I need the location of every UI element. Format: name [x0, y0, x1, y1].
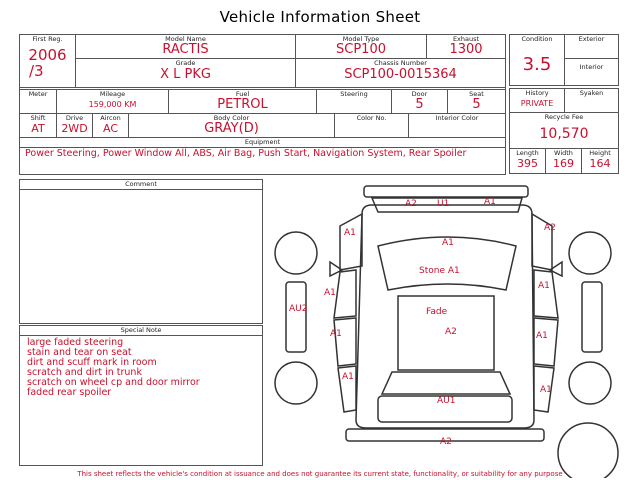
damage-mark: A2	[440, 437, 452, 447]
left-front-wheel	[275, 232, 317, 274]
special-note-header	[20, 326, 262, 336]
model-type-value: SCP100	[336, 42, 386, 57]
height-cell	[582, 149, 618, 173]
equipment-value: Power Steering, Power Window All, ABS, Air Bag, Push Start, Navigation System, Rear Spoiler	[25, 148, 467, 159]
left-side-skirt	[286, 282, 306, 352]
body-color-label: Body Color	[213, 114, 250, 122]
model-name-label: Model Name	[165, 35, 206, 43]
color-no-cell	[335, 114, 409, 138]
damage-mark: AU2	[289, 304, 308, 314]
special-note-label: Special Note	[120, 326, 162, 334]
exterior-cell	[565, 35, 618, 59]
damage-mark: A2	[445, 327, 457, 337]
model-type-cell	[296, 35, 427, 59]
list-item: stain and tear on seat	[27, 347, 132, 358]
door-label: Door	[411, 90, 428, 98]
aircon-label: Aircon	[100, 114, 121, 122]
left-front-fender	[340, 214, 362, 270]
sheet-title: Vehicle Information Sheet	[219, 8, 421, 26]
width-cell	[546, 149, 582, 173]
damage-mark: A2	[544, 223, 556, 233]
special-note-list	[27, 338, 200, 398]
recycle-fee-cell	[510, 113, 618, 149]
length-label: Length	[516, 149, 539, 157]
body-color-value: GRAY(D)	[204, 121, 259, 136]
interior-color-cell	[409, 114, 505, 138]
history-box	[509, 88, 619, 174]
list-item: dirt and scuff mark in room	[27, 357, 157, 368]
damage-mark: Stone A1	[419, 266, 460, 276]
damage-mark: A1	[324, 288, 336, 298]
vehicle-info-box	[19, 34, 506, 175]
right-rear-door	[534, 318, 558, 366]
shift-cell	[20, 114, 57, 138]
syaken-cell	[565, 89, 618, 113]
condition-label: Condition	[521, 35, 553, 43]
damage-mark: A1	[484, 197, 496, 207]
damage-mark: A2	[405, 199, 417, 209]
grade-value: X L PKG	[160, 67, 211, 82]
height-label: Height	[589, 149, 611, 157]
rear-window	[382, 372, 510, 394]
steering-label: Steering	[340, 90, 368, 98]
equipment-header-cell	[20, 138, 505, 148]
chassis-cell	[296, 59, 505, 88]
condition-value: 3.5	[522, 54, 552, 75]
meter-label: Meter	[28, 90, 48, 98]
damage-mark: A1	[330, 329, 342, 339]
exhaust-value: 1300	[449, 42, 483, 57]
special-note-box	[19, 325, 263, 466]
condition-cell	[510, 35, 565, 85]
model-name-cell	[76, 35, 296, 59]
history-value: PRIVATE	[520, 99, 554, 108]
right-side-skirt	[582, 282, 602, 352]
first-reg-label: First Reg.	[32, 35, 63, 43]
right-rear-wheel	[569, 362, 611, 404]
interior-cell	[565, 59, 618, 85]
damage-mark: AU1	[437, 396, 456, 406]
list-item: scratch on wheel cp and door mirror	[27, 377, 200, 388]
aircon-value: AC	[102, 122, 118, 135]
exhaust-cell	[427, 35, 505, 59]
front-bumper	[364, 186, 528, 197]
list-item: scratch and dirt in trunk	[27, 367, 142, 378]
width-value: 169	[553, 157, 574, 170]
exterior-label: Exterior	[578, 35, 605, 43]
damage-mark: Fade	[426, 307, 448, 317]
damage-mark: A1	[442, 238, 454, 248]
shift-value: AT	[31, 122, 45, 135]
exhaust-label: Exhaust	[452, 35, 480, 43]
door-value: 5	[415, 97, 424, 112]
mileage-cell	[57, 90, 169, 114]
seat-label: Seat	[469, 90, 484, 98]
meter-cell	[20, 90, 57, 114]
damage-mark: A1	[540, 385, 552, 395]
equipment-label: Equipment	[244, 138, 281, 146]
left-rear-door	[334, 318, 356, 366]
fuel-cell	[169, 90, 317, 114]
recycle-fee-value: 10,570	[539, 126, 589, 142]
mileage-label: Mileage	[99, 90, 126, 98]
height-value: 164	[589, 157, 611, 170]
fuel-label: Fuel	[235, 90, 250, 98]
fuel-value: PETROL	[217, 97, 268, 112]
chassis-value: SCP100-0015364	[344, 67, 457, 82]
disclaimer: This sheet reflects the vehicle's condition at issuance and does not guarantee its current state, functionality, or suitability for any purpose	[77, 470, 563, 478]
comment-box	[19, 179, 263, 324]
right-front-wheel	[569, 232, 611, 274]
mileage-value: 159,000 KM	[88, 100, 137, 109]
seat-cell	[448, 90, 505, 114]
first-reg-month: /3	[29, 62, 44, 80]
left-rear-wheel	[275, 362, 317, 404]
chassis-label: Chassis Number	[374, 59, 427, 67]
model-name-value: RACTIS	[162, 42, 209, 57]
color-no-label: Color No.	[356, 114, 387, 122]
damage-mark: A1	[536, 331, 548, 341]
shift-label: Shift	[30, 114, 46, 122]
interior-color-label: Interior Color	[435, 114, 479, 122]
history-label: History	[525, 89, 549, 97]
grade-label: Grade	[175, 59, 196, 67]
damage-mark: A1	[344, 228, 356, 238]
syaken-label: Syaken	[579, 89, 604, 97]
damage-mark: U1	[437, 199, 450, 209]
drive-value: 2WD	[61, 122, 88, 135]
drive-cell	[57, 114, 93, 138]
list-item: faded rear spoiler	[27, 387, 112, 398]
list-item: large faded steering	[27, 337, 124, 348]
condition-box	[509, 34, 619, 86]
right-front-door	[534, 270, 558, 318]
history-cell	[510, 89, 565, 113]
damage-mark: A1	[342, 372, 354, 382]
model-type-label: Model Type	[342, 35, 380, 43]
aircon-cell	[93, 114, 129, 138]
length-value: 395	[517, 157, 538, 170]
comment-label: Comment	[125, 180, 157, 188]
damage-mark: A1	[538, 281, 550, 291]
door-cell	[392, 90, 448, 114]
left-front-door	[334, 270, 356, 318]
drive-label: Drive	[65, 114, 84, 122]
body-color-cell	[129, 114, 335, 138]
comment-header	[20, 180, 262, 190]
width-label: Width	[554, 149, 573, 157]
steering-cell	[317, 90, 392, 114]
recycle-fee-label: Recycle Fee	[544, 113, 584, 121]
first-reg-year: 2006	[28, 46, 67, 64]
grade-cell	[76, 59, 296, 88]
seat-value: 5	[472, 97, 481, 112]
length-cell	[510, 149, 546, 173]
first-reg-cell	[20, 35, 76, 88]
interior-label: Interior	[579, 63, 604, 71]
